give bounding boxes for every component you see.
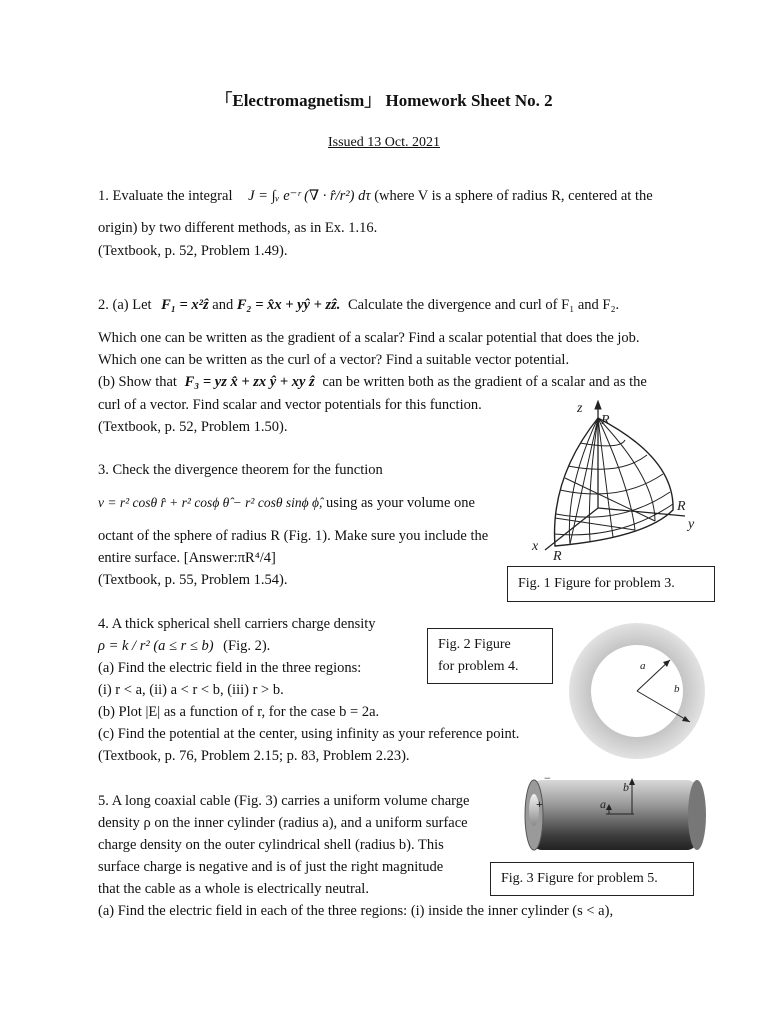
problem-1-line-2: origin) by two different methods, as in Ex. 1.16. <box>98 220 378 236</box>
problem-2-line-4 <box>98 374 647 391</box>
problem-5-line-6: (a) Find the electric field in each of the three regions: (i) inside the inner cylinder (s < a), <box>98 903 614 919</box>
problem-2b-cont: can be written both as the gradient of a scalar and as the <box>322 374 647 390</box>
problem-3-formula: v = r² cosθ r̂ + r² cosϕ θ̂ − r² cosθ sinϕ ϕ̂, <box>98 495 323 510</box>
problem-5-line-2: density ρ on the inner cylinder (radius a), and a uniform surface <box>98 815 468 831</box>
figure-3-label-a: a <box>600 797 606 811</box>
problem-2-f1: F₁ = x²ẑ <box>161 297 209 313</box>
problem-3-line-2 <box>98 495 475 512</box>
problem-4-formula: ρ = k / r² (a ≤ r ≤ b) <box>98 638 214 654</box>
problem-4-line-6: (c) Find the potential at the center, using infinity as your reference point. <box>98 726 520 742</box>
problem-2-intro-cont: Calculate the divergence and curl of F₁ and F₂. <box>348 297 620 313</box>
problem-2-line-1 <box>98 297 619 314</box>
problem-1-line-1 <box>98 188 653 205</box>
problem-4-fig-ref: (Fig. 2). <box>223 638 271 654</box>
figure-2-caption <box>427 628 553 684</box>
problem-2-line-2: Which one can be written as the gradient of a scalar? Find a scalar potential that does the job. <box>98 330 640 346</box>
figure-2-label-b: b <box>674 683 680 695</box>
figure-1-label-x: x <box>532 539 539 554</box>
problem-4-line-2 <box>98 638 270 655</box>
problem-3-line-1: 3. Check the divergence theorem for the function <box>98 462 383 478</box>
problem-2-and: and <box>212 297 234 313</box>
page-title: 「Electromagnetism」 Homework Sheet No. 2 <box>215 91 553 110</box>
problem-2b-intro: (b) Show that <box>98 374 177 390</box>
problem-5-line-3: charge density on the outer cylindrical shell (radius b). This <box>98 837 444 853</box>
figure-3-caption: Fig. 3 Figure for problem 5. <box>490 862 694 896</box>
figure-3-coaxial-cable <box>522 770 712 858</box>
figure-2-caption-line-1: Fig. 2 Figure <box>438 637 511 652</box>
problem-3-line-3: octant of the sphere of radius R (Fig. 1). Make sure you include the <box>98 528 489 544</box>
figure-2-spherical-shell <box>566 620 708 762</box>
figure-2-label-a: a <box>640 660 646 672</box>
problem-4-line-5: (b) Plot |E| as a function of r, for the case b = 2a. <box>98 704 380 720</box>
problem-2-line-6: (Textbook, p. 52, Problem 1.50). <box>98 419 288 435</box>
problem-3-cont: using as your volume one <box>325 495 475 511</box>
problem-1-formula: J = ∫ᵥ e⁻ʳ (∇ · r̂/r²) dτ <box>248 188 371 204</box>
figure-3-label-minus: − <box>544 771 551 785</box>
problem-4-line-3: (a) Find the electric field in the three regions: <box>98 660 362 676</box>
figure-1-octant-sphere <box>525 398 710 563</box>
figure-3-label-b: b <box>623 780 629 794</box>
problem-4-line-1: 4. A thick spherical shell carriers charge density <box>98 616 376 632</box>
figure-2-caption-line-2: for problem 4. <box>438 659 519 674</box>
problem-3-line-5: (Textbook, p. 55, Problem 1.54). <box>98 572 288 588</box>
figure-1-label-r-right: R <box>677 499 686 514</box>
figure-3-label-plus: + <box>536 797 543 811</box>
figure-1-label-r-top: R <box>601 413 610 428</box>
problem-2-f2: F₂ = x̂x + yŷ + zẑ. <box>236 297 341 313</box>
problem-5-line-4: surface charge is negative and is of just the right magnitude <box>98 859 444 875</box>
figure-1-label-y: y <box>688 517 695 532</box>
problem-3-line-4: entire surface. [Answer:πR⁴/4] <box>98 550 276 566</box>
problem-2-line-5: curl of a vector. Find scalar and vector potentials for this function. <box>98 397 482 413</box>
issued-date <box>0 135 768 151</box>
problem-2-line-3: Which one can be written as the curl of a vector? Find a suitable vector potential. <box>98 352 570 368</box>
figure-1-label-z: z <box>577 401 583 416</box>
issued-date-text: Issued 13 Oct. 2021 <box>328 135 440 150</box>
problem-2-f3: F₃ = yz x̂ + zx ŷ + xy ẑ <box>184 374 315 390</box>
problem-5-line-5: that the cable as a whole is electrically neutral. <box>98 881 369 897</box>
problem-2-intro: 2. (a) Let <box>98 297 152 313</box>
problem-4-line-7: (Textbook, p. 76, Problem 2.15; p. 83, Problem 2.23). <box>98 748 410 764</box>
problem-1-intro-cont: (where V is a sphere of radius R, centered at the <box>374 188 653 204</box>
problem-5-line-1: 5. A long coaxial cable (Fig. 3) carries a uniform volume charge <box>98 793 470 809</box>
figure-1-label-r-bottom: R <box>553 549 562 563</box>
problem-4-line-4: (i) r < a, (ii) a < r < b, (iii) r > b. <box>98 682 284 698</box>
figure-1-caption: Fig. 1 Figure for problem 3. <box>507 566 715 602</box>
problem-1-intro: 1. Evaluate the integral <box>98 188 233 204</box>
problem-1-line-3: (Textbook, p. 52, Problem 1.49). <box>98 243 288 259</box>
